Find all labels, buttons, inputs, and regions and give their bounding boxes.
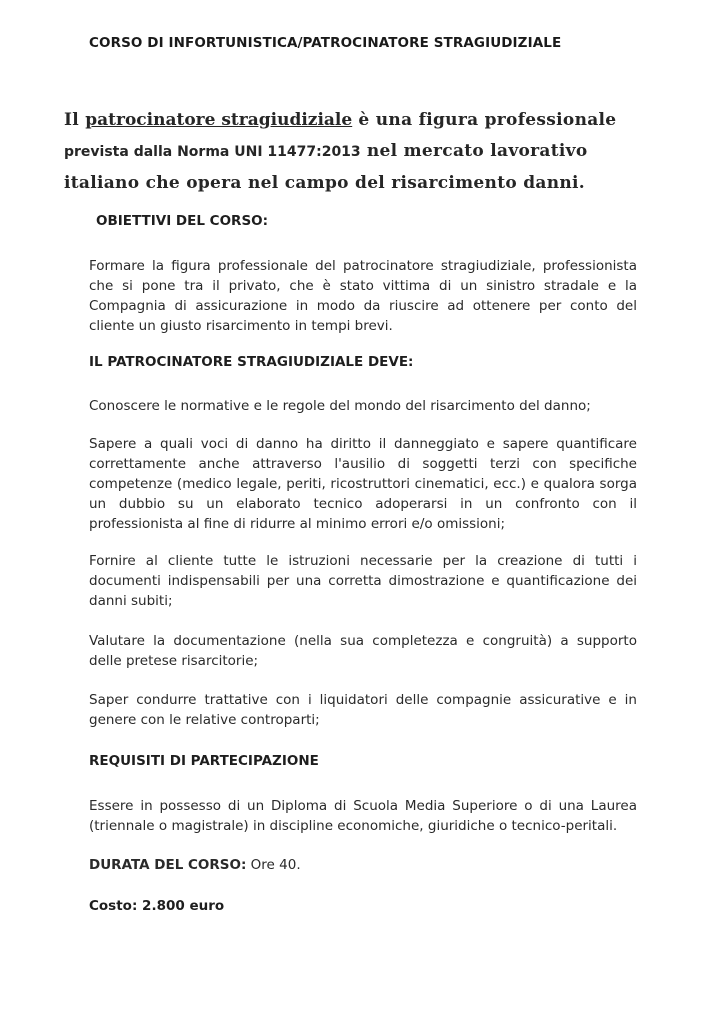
objectives-title: OBIETTIVI DEL CORSO: xyxy=(96,213,269,229)
requirements-title: REQUISITI DI PARTECIPAZIONE xyxy=(89,753,319,769)
duty-item-1: Conoscere le normative e le regole del mondo del risarcimento del danno; xyxy=(89,398,591,414)
duty-item-5: Saper condurre trattative con i liquidatori delle compagnie assicurative e in genere con le relative controparti; xyxy=(89,692,637,728)
duration-label: DURATA DEL CORSO: xyxy=(89,857,247,873)
requirements-text: Essere in possesso di un Diploma di Scuola Media Superiore o di una Laurea (triennale o magistrale) in discipline economiche, giuridiche o tecnico-peritali. xyxy=(89,798,637,834)
document-header: CORSO DI INFORTUNISTICA/PATROCINATORE STRAGIUDIZIALE xyxy=(89,35,562,51)
intro-text-part1: Il xyxy=(64,110,86,130)
cost-line: Costo: 2.800 euro xyxy=(89,898,225,914)
intro-norm-reference: prevista dalla Norma UNI 11477:2013 xyxy=(64,144,361,160)
duty-item-3: Fornire al cliente tutte le istruzioni necessarie per la creazione di tutti i documenti indispensabili per una corretta dimostrazione e quantificazione dei danni subiti; xyxy=(89,553,637,609)
duration-value: Ore 40. xyxy=(246,857,301,873)
intro-paragraph xyxy=(64,105,640,199)
intro-text-part2: è una figura professionale xyxy=(352,110,617,130)
duty-item-4: Valutare la documentazione (nella sua completezza e congruità) a supporto delle pretese risarcitorie; xyxy=(89,633,637,669)
duty-item-2: Sapere a quali voci di danno ha diritto il danneggiato e sapere quantificare correttamente anche attraverso l'ausilio di soggetti terzi con specifiche competenze (medico legale, periti, ricostruttori cinematici, ecc.) e qualora sorga un dubbio su un elaborato tecnico adoperarsi in un confronto con il professionista al fine di ridurre al minimo errori e/o omissioni; xyxy=(89,436,637,532)
duration-line xyxy=(89,855,637,875)
intro-text-part4: nel mercato lavorativo italiano che opera nel campo del risarcimento danni. xyxy=(64,141,588,193)
objectives-text: Formare la figura professionale del patrocinatore stragiudiziale, professionista che si pone tra il privato, che è stato vittima di un sinistro stradale e la Compagnia di assicurazione in modo da riuscire ad ottenere per conto del cliente un giusto risarcimento in tempi brevi. xyxy=(89,258,637,334)
duties-title: IL PATROCINATORE STRAGIUDIZIALE DEVE: xyxy=(89,354,414,370)
intro-underlined-term: patrocinatore stragiudiziale xyxy=(85,110,353,130)
